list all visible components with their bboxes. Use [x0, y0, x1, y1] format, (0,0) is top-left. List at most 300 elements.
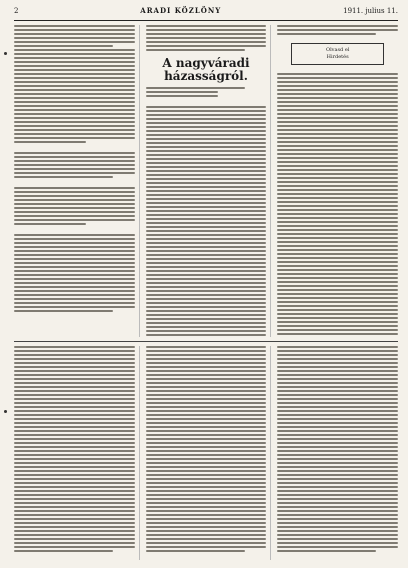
text-line [277, 434, 398, 436]
text-line [277, 221, 398, 223]
text-line [146, 306, 267, 308]
text-line [146, 194, 267, 196]
text-line [146, 278, 267, 280]
lower-columns [14, 346, 398, 560]
text-line [14, 386, 135, 388]
text-line [146, 334, 267, 336]
text-line [146, 406, 267, 408]
text-line [277, 374, 398, 376]
text-line [14, 494, 135, 496]
text-line [277, 125, 398, 127]
text-line [146, 326, 267, 328]
text-line [146, 87, 245, 89]
text-line [14, 101, 135, 103]
text-line [146, 110, 267, 112]
text-line [277, 450, 398, 452]
margin-mark [4, 52, 7, 55]
text-line [277, 85, 398, 87]
text-line [277, 358, 398, 360]
text-line [146, 246, 267, 248]
left-column-text [14, 25, 135, 312]
text-line [146, 302, 267, 304]
text-line [146, 25, 267, 27]
text-line [277, 185, 398, 187]
text-line [14, 274, 135, 276]
middle-column-text-top [146, 25, 267, 51]
text-line [146, 266, 267, 268]
text-line [277, 466, 398, 468]
text-line [277, 277, 398, 279]
text-line [277, 109, 398, 111]
text-line [146, 142, 267, 144]
text-line [14, 234, 135, 236]
text-line [146, 294, 267, 296]
text-line [14, 129, 135, 131]
text-line [277, 510, 398, 512]
right-column [277, 25, 398, 337]
text-line [146, 158, 267, 160]
text-line [277, 81, 398, 83]
text-line [146, 258, 267, 260]
text-line [277, 237, 398, 239]
middle-column [146, 25, 272, 337]
lower-middle-column [146, 346, 272, 560]
section-heading-line1: A nagyváradi [162, 56, 250, 70]
text-line [277, 402, 398, 404]
text-line [277, 293, 398, 295]
text-line [277, 157, 398, 159]
text-line [277, 93, 398, 95]
text-line [146, 274, 267, 276]
text-line [146, 450, 267, 452]
text-line [14, 109, 135, 111]
text-line [14, 302, 135, 304]
text-line [14, 362, 135, 364]
text-line [146, 210, 267, 212]
text-line [277, 193, 398, 195]
text-line [277, 265, 398, 267]
text-line [277, 217, 398, 219]
text-line [277, 398, 398, 400]
text-line [146, 382, 267, 384]
text-line [14, 470, 135, 472]
text-line [14, 262, 135, 264]
text-line [146, 118, 267, 120]
text-line [277, 141, 398, 143]
text-line [277, 145, 398, 147]
text-line [14, 61, 135, 63]
text-line [146, 114, 267, 116]
text-line [14, 354, 135, 356]
text-line [277, 530, 398, 532]
text-line [146, 186, 267, 188]
text-line [277, 309, 398, 311]
text-line [146, 314, 267, 316]
text-line [14, 522, 135, 524]
header-rule [14, 20, 398, 21]
text-line [14, 410, 135, 412]
text-line [146, 366, 267, 368]
text-line [146, 498, 267, 500]
text-line [146, 150, 267, 152]
text-line [277, 526, 398, 528]
text-line [14, 438, 135, 440]
text-line [14, 89, 135, 91]
text-line [146, 206, 267, 208]
text-line [277, 350, 398, 352]
text-line [277, 289, 398, 291]
text-line [277, 346, 398, 348]
text-line [146, 282, 267, 284]
text-line [14, 156, 135, 158]
text-line [14, 306, 135, 308]
text-line [146, 330, 267, 332]
text-line [14, 195, 135, 197]
text-line [277, 249, 398, 251]
text-line [14, 57, 135, 59]
text-line [146, 494, 267, 496]
text-line [146, 45, 267, 47]
text-line [277, 285, 398, 287]
section-heading [146, 57, 267, 83]
text-line [14, 85, 135, 87]
text-line [146, 126, 267, 128]
text-line [146, 182, 267, 184]
text-line [146, 358, 267, 360]
text-line [14, 426, 135, 428]
text-line [14, 113, 135, 115]
text-line [14, 49, 135, 51]
text-line [146, 122, 267, 124]
text-line [146, 230, 267, 232]
text-line [146, 374, 267, 376]
left-column [14, 25, 140, 337]
text-line [146, 478, 267, 480]
text-line [14, 406, 135, 408]
text-line [14, 290, 135, 292]
text-line [146, 310, 267, 312]
text-line [14, 534, 135, 536]
text-line [14, 454, 135, 456]
text-line [146, 138, 267, 140]
text-line [277, 394, 398, 396]
text-line [14, 446, 135, 448]
text-line [14, 430, 135, 432]
text-line [14, 518, 135, 520]
text-line [14, 294, 135, 296]
upper-columns [14, 25, 398, 337]
section-title [146, 57, 267, 83]
text-line [14, 242, 135, 244]
text-line [14, 141, 86, 143]
text-line [14, 414, 135, 416]
middle-column-text [146, 87, 267, 337]
text-line [277, 101, 398, 103]
text-line [14, 105, 135, 107]
text-line [277, 305, 398, 307]
text-line [277, 73, 398, 75]
text-line [277, 498, 398, 500]
text-line [14, 286, 135, 288]
text-line [277, 522, 398, 524]
text-line [277, 137, 398, 139]
text-line [14, 530, 135, 532]
text-line [277, 117, 398, 119]
text-line [277, 301, 398, 303]
text-line [14, 199, 135, 201]
text-line [146, 422, 267, 424]
text-line [146, 234, 267, 236]
text-line [146, 458, 267, 460]
section-divider [14, 341, 398, 342]
text-line [146, 190, 267, 192]
text-line [277, 29, 398, 31]
text-line [277, 149, 398, 151]
text-line [14, 187, 135, 189]
text-line [277, 169, 398, 171]
text-line [14, 41, 135, 43]
text-line [146, 534, 267, 536]
text-line [277, 550, 376, 552]
text-line [146, 202, 267, 204]
text-line [277, 362, 398, 364]
text-line [146, 526, 267, 528]
text-line [146, 95, 218, 97]
text-line [146, 134, 267, 136]
text-line [277, 366, 398, 368]
text-line [146, 254, 267, 256]
text-line [146, 550, 245, 552]
text-line [14, 390, 135, 392]
text-line [14, 203, 135, 205]
text-line [14, 152, 135, 154]
text-line [14, 514, 135, 516]
text-line [146, 33, 267, 35]
text-line [14, 211, 135, 213]
text-line [14, 282, 135, 284]
lower-left-text [14, 346, 135, 552]
text-line [146, 546, 267, 548]
text-line [277, 418, 398, 420]
text-line [146, 514, 267, 516]
text-line [146, 242, 267, 244]
text-line [277, 538, 398, 540]
text-line [277, 382, 398, 384]
text-line [277, 422, 398, 424]
text-line [277, 245, 398, 247]
text-line [146, 474, 267, 476]
lower-right-column [277, 346, 398, 560]
text-line [277, 97, 398, 99]
text-line [277, 546, 398, 548]
text-line [146, 214, 267, 216]
text-line [146, 174, 267, 176]
text-line [14, 168, 135, 170]
text-line [14, 97, 135, 99]
text-line [277, 105, 398, 107]
text-line [277, 406, 398, 408]
text-line [14, 418, 135, 420]
text-line [277, 490, 398, 492]
text-line [277, 470, 398, 472]
text-line [14, 450, 135, 452]
text-line [277, 89, 398, 91]
lower-left-column [14, 346, 140, 560]
text-line [146, 290, 267, 292]
text-line [277, 165, 398, 167]
text-line [14, 474, 135, 476]
text-line [14, 346, 135, 348]
text-line [277, 370, 398, 372]
page-header [14, 6, 398, 18]
text-line [146, 154, 267, 156]
text-line [14, 374, 135, 376]
text-line [277, 430, 398, 432]
text-line [146, 250, 267, 252]
text-line [146, 146, 267, 148]
text-line [14, 278, 135, 280]
text-line [146, 354, 267, 356]
text-line [277, 482, 398, 484]
text-line [146, 350, 267, 352]
text-line [277, 502, 398, 504]
text-line [146, 398, 267, 400]
text-line [146, 41, 267, 43]
text-line [277, 233, 398, 235]
text-line [146, 470, 267, 472]
text-line [14, 482, 135, 484]
text-line [277, 454, 398, 456]
text-line [146, 482, 267, 484]
text-line [146, 270, 267, 272]
text-line [277, 325, 398, 327]
text-line [14, 498, 135, 500]
text-line [14, 550, 113, 552]
newspaper-title: ARADI KÖZLÖNY [140, 6, 222, 15]
text-line [14, 133, 135, 135]
text-line [277, 317, 398, 319]
text-line [277, 213, 398, 215]
text-line [146, 346, 267, 348]
text-line [14, 219, 135, 221]
right-column-text-top [277, 25, 398, 35]
text-line [14, 510, 135, 512]
text-line [277, 354, 398, 356]
text-line [277, 177, 398, 179]
text-line [277, 514, 398, 516]
text-line [14, 53, 135, 55]
text-line [277, 269, 398, 271]
text-line [14, 370, 135, 372]
text-line [277, 25, 398, 27]
text-line [277, 462, 398, 464]
text-line [14, 394, 135, 396]
text-line [146, 378, 267, 380]
text-line [14, 382, 135, 384]
text-line [14, 73, 135, 75]
text-line [277, 542, 398, 544]
paragraph-gap [14, 145, 135, 150]
text-line [146, 318, 267, 320]
text-line [277, 410, 398, 412]
text-line [14, 266, 135, 268]
text-line [277, 518, 398, 520]
text-line [14, 176, 113, 178]
text-line [14, 462, 135, 464]
text-line [14, 458, 135, 460]
text-line [14, 81, 135, 83]
text-line [146, 442, 267, 444]
text-line [14, 246, 135, 248]
text-line [146, 238, 267, 240]
text-line [277, 506, 398, 508]
text-line [146, 434, 267, 436]
text-line [146, 506, 267, 508]
text-line [277, 442, 398, 444]
text-line [277, 201, 398, 203]
text-line [146, 446, 267, 448]
text-line [146, 438, 267, 440]
text-line [146, 322, 267, 324]
text-line [14, 45, 113, 47]
text-line [14, 254, 135, 256]
text-line [14, 238, 135, 240]
text-line [146, 162, 267, 164]
text-line [146, 390, 267, 392]
text-line [14, 137, 135, 139]
text-line [14, 37, 135, 39]
text-line [277, 494, 398, 496]
text-line [277, 209, 398, 211]
notice-box-line1: Olvasd el [325, 47, 350, 53]
text-line [14, 350, 135, 352]
text-line [14, 442, 135, 444]
text-line [277, 478, 398, 480]
text-line [14, 434, 135, 436]
text-line [277, 474, 398, 476]
lower-middle-text [146, 346, 267, 552]
text-line [277, 133, 398, 135]
text-line [14, 490, 135, 492]
text-line [14, 398, 135, 400]
text-line [277, 390, 398, 392]
text-line [277, 321, 398, 323]
text-line [277, 153, 398, 155]
text-line [14, 69, 135, 71]
text-line [146, 510, 267, 512]
text-line [277, 229, 398, 231]
text-line [14, 270, 135, 272]
text-line [146, 286, 267, 288]
text-line [146, 462, 267, 464]
text-line [277, 113, 398, 115]
text-line [14, 542, 135, 544]
text-line [14, 125, 135, 127]
text-line [14, 164, 135, 166]
text-line [14, 25, 135, 27]
text-line [277, 225, 398, 227]
text-line [14, 160, 135, 162]
text-line [14, 29, 135, 31]
text-line [146, 430, 267, 432]
text-line [277, 438, 398, 440]
text-line [146, 130, 267, 132]
text-line [14, 250, 135, 252]
text-line [14, 117, 135, 119]
text-line [146, 522, 267, 524]
text-line [277, 534, 398, 536]
text-line [146, 402, 267, 404]
